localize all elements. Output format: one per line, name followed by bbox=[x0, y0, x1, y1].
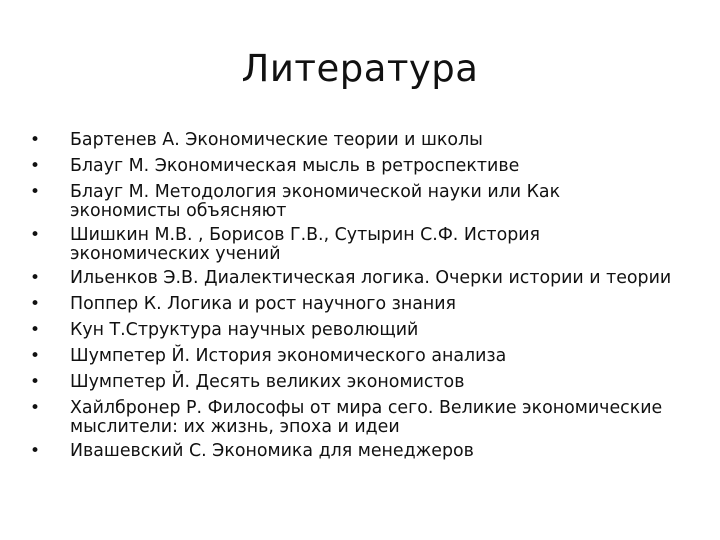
reference-text: Блауг М. Экономическая мысль в ретроспективе bbox=[70, 156, 520, 176]
reference-item bbox=[28, 439, 708, 463]
bullet-icon: • bbox=[29, 225, 41, 245]
bullet-icon: • bbox=[29, 268, 41, 288]
bullet-icon: • bbox=[29, 130, 41, 150]
reference-list bbox=[28, 128, 708, 465]
reference-item bbox=[28, 180, 708, 221]
reference-text: Бартенев А. Экономические теории и школы bbox=[70, 130, 483, 150]
reference-item bbox=[28, 370, 708, 394]
bullet-icon: • bbox=[29, 346, 41, 366]
reference-item bbox=[28, 318, 708, 342]
reference-text: Шумпетер Й. История экономического анализа bbox=[70, 346, 507, 366]
reference-item bbox=[28, 396, 708, 437]
reference-item bbox=[28, 292, 708, 316]
reference-text: Ивашевский С. Экономика для менеджеров bbox=[70, 441, 474, 461]
reference-text: Хайлбронер Р. Философы от мира сего. Великие экономические bbox=[70, 398, 663, 418]
reference-text-continued: экономисты объясняют bbox=[70, 201, 287, 221]
reference-item bbox=[28, 344, 708, 368]
reference-item bbox=[28, 154, 708, 178]
reference-item bbox=[28, 128, 708, 152]
bullet-icon: • bbox=[29, 441, 41, 461]
bullet-icon: • bbox=[29, 320, 41, 340]
bullet-icon: • bbox=[29, 156, 41, 176]
bullet-icon: • bbox=[29, 372, 41, 392]
bullet-icon: • bbox=[29, 294, 41, 314]
reference-text: Ильенков Э.В. Диалектическая логика. Очерки истории и теории bbox=[70, 268, 672, 288]
reference-item bbox=[28, 223, 708, 264]
reference-text: Шишкин М.В. , Борисов Г.В., Сутырин С.Ф. История bbox=[70, 225, 541, 245]
slide-title: Литература bbox=[241, 47, 479, 90]
reference-text: Блауг М. Методология экономической науки или Как bbox=[70, 182, 561, 202]
reference-text-continued: мыслители: их жизнь, эпоха и идеи bbox=[70, 417, 400, 437]
bullet-icon: • bbox=[29, 398, 41, 418]
reference-text-continued: экономических учений bbox=[70, 244, 281, 264]
reference-text: Кун Т.Структура научных револющий bbox=[70, 320, 419, 340]
reference-text: Поппер К. Логика и рост научного знания bbox=[70, 294, 457, 314]
reference-item bbox=[28, 266, 708, 290]
bullet-icon: • bbox=[29, 182, 41, 202]
reference-text: Шумпетер Й. Десять великих экономистов bbox=[70, 372, 465, 392]
